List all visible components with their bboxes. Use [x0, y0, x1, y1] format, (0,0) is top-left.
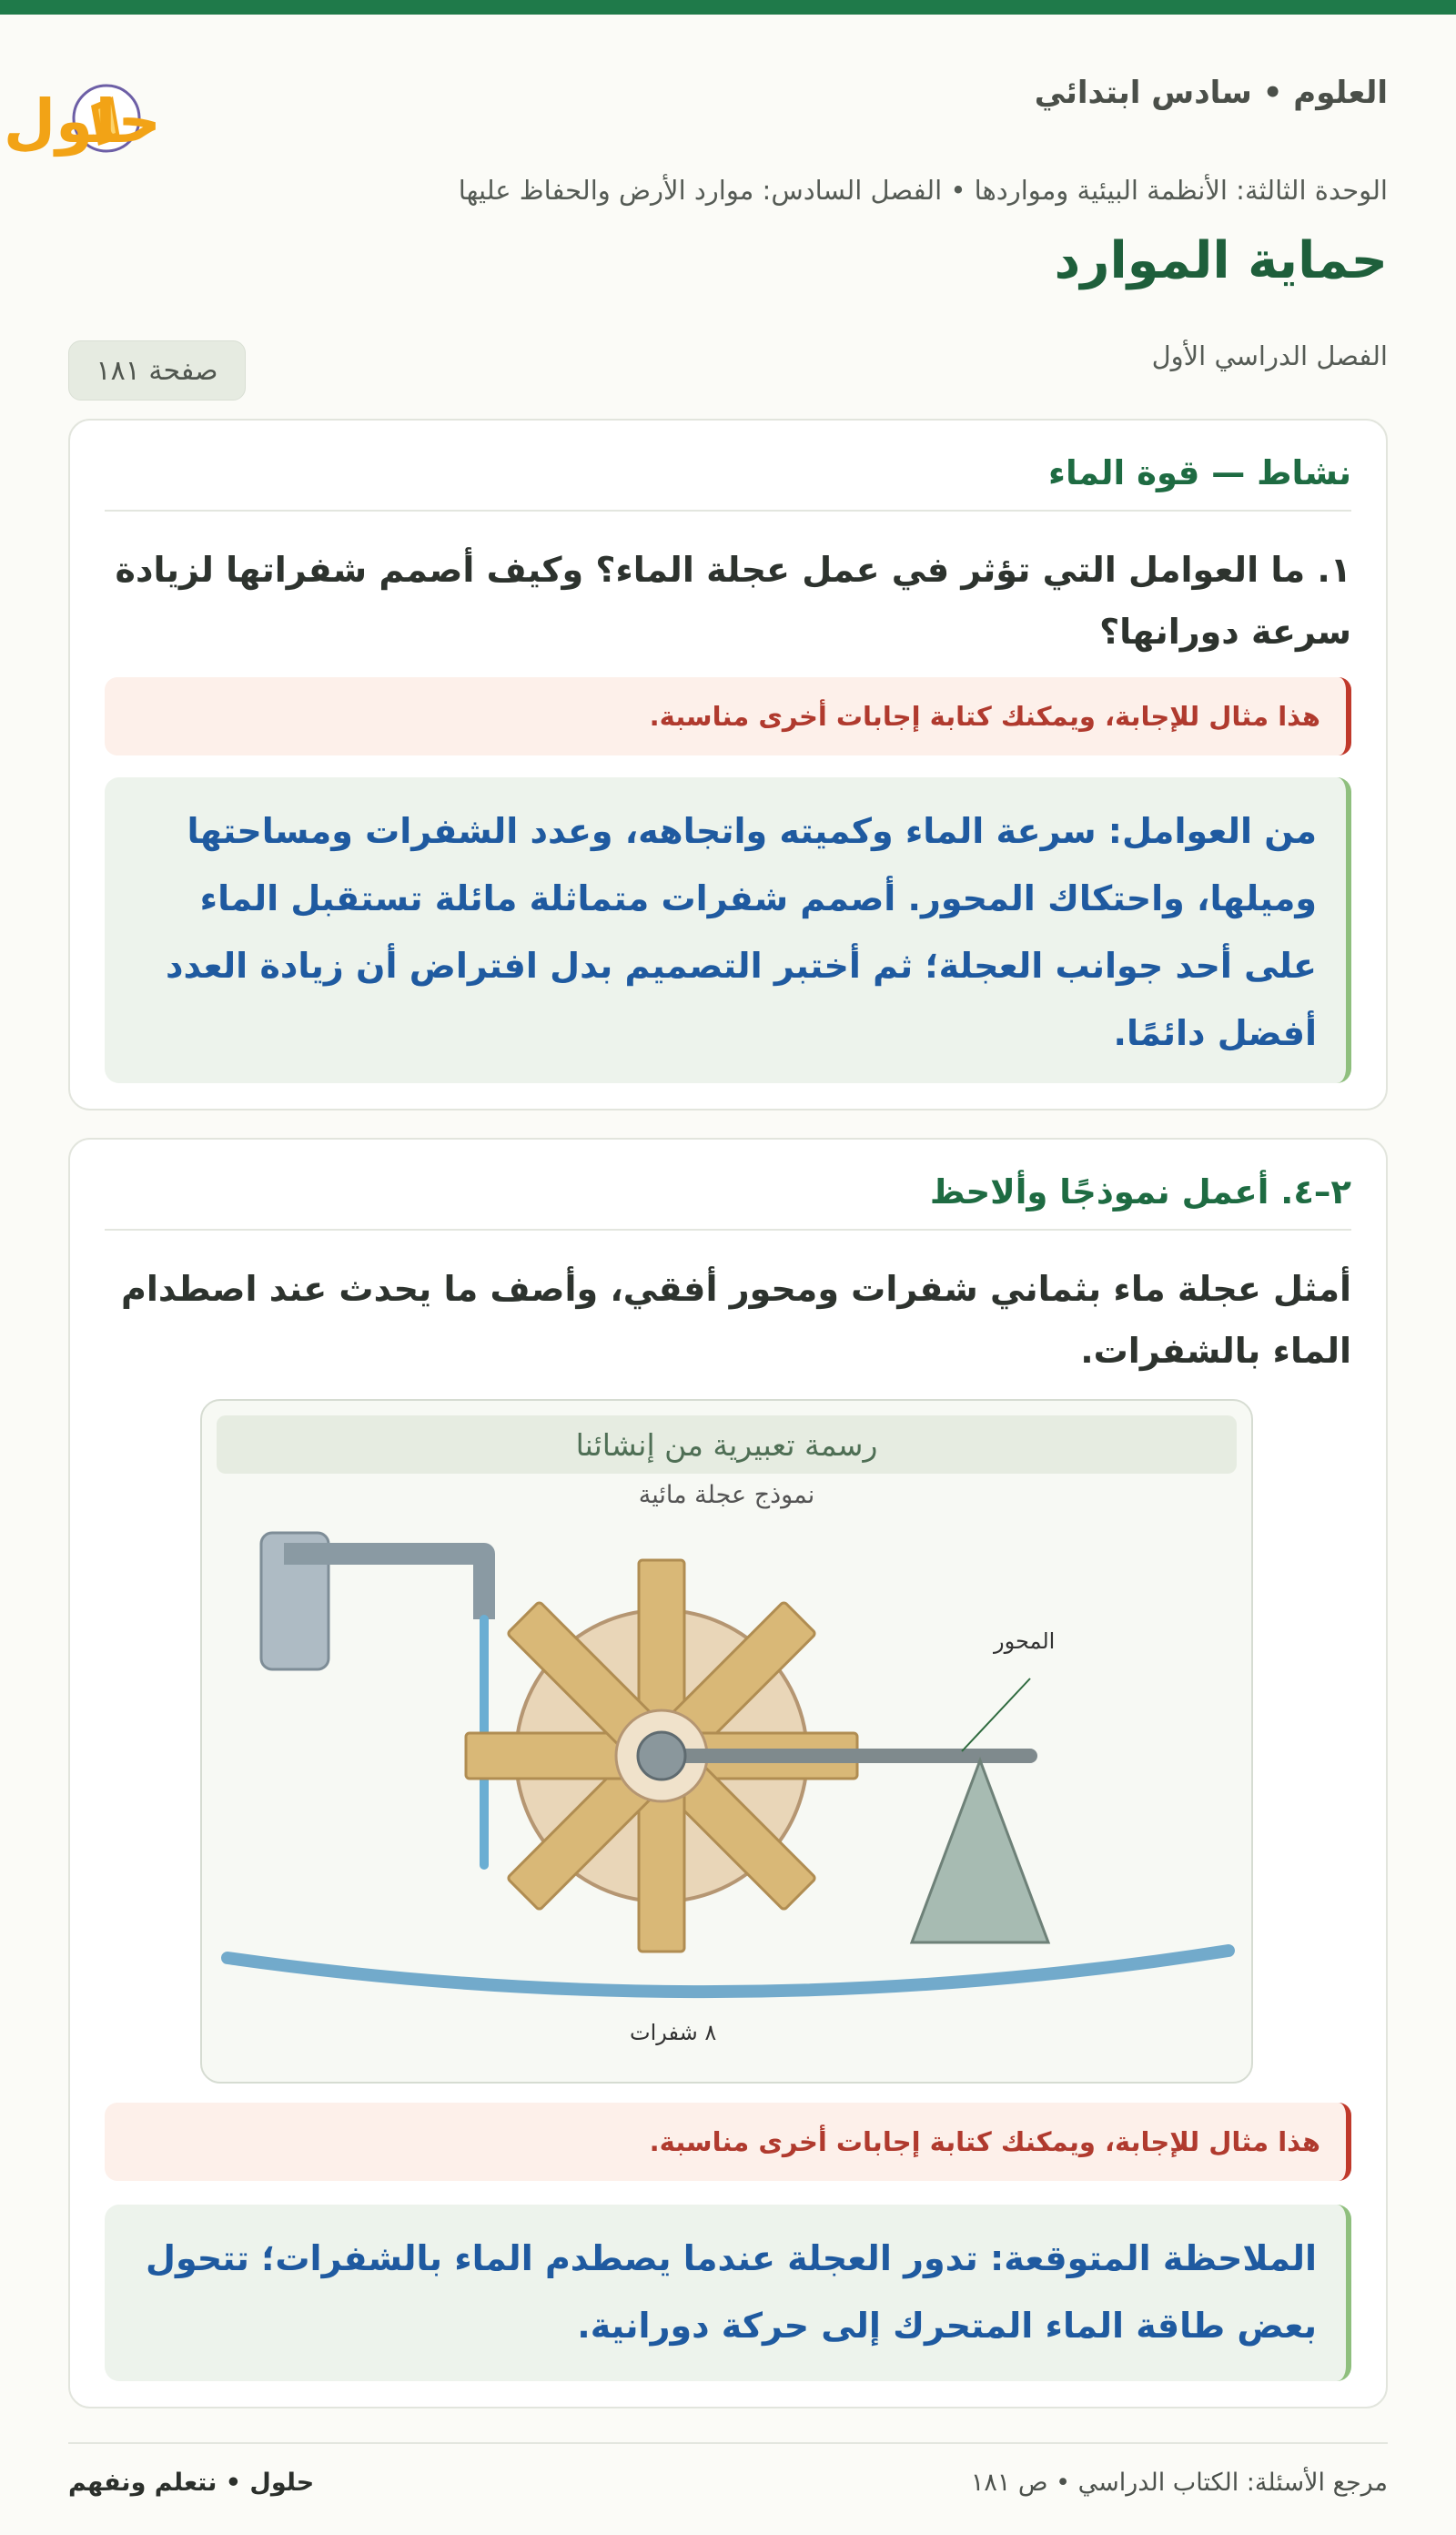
divider — [105, 510, 1351, 512]
hulul-logo[interactable] — [3, 62, 311, 175]
question-text: ١. ما العوامل التي تؤثر في عمل عجلة الماء؟ وكيف أصمم شفراتها لزيادة سرعة دورانها؟ — [115, 550, 1351, 652]
page-header — [0, 15, 1456, 387]
water-wheel-figure — [200, 1399, 1253, 2084]
axle-label: المحور — [994, 1628, 1056, 1654]
logo-wordmark: حلول — [3, 86, 161, 157]
activity-card-model — [68, 1138, 1388, 2408]
activity-title: نشاط — قوة الماء — [1048, 453, 1351, 492]
footer-divider — [68, 2442, 1388, 2444]
blades-label: ٨ شفرات — [630, 2020, 717, 2045]
footer-brand: حلول • نتعلم ونفهم — [68, 2469, 315, 2497]
activity-title: ٢–٤. أعمل نموذجًا وألاحظ — [929, 1172, 1351, 1212]
footer-reference: مرجع الأسئلة: الكتاب الدراسي • ص ١٨١ — [970, 2469, 1388, 2497]
term-label: الفصل الدراسي الأول — [1151, 340, 1388, 371]
page-title: حماية الموارد — [1054, 231, 1388, 290]
top-accent-bar — [0, 0, 1456, 15]
answer-box: من العوامل: سرعة الماء وكميته واتجاهه، وعدد الشفرات ومساحتها وميلها، واحتكاك المحور. أصمم شفرات متماثلة مائلة تستقبل الماء على أحد جوانب العجلة؛ ثم أختبر التصميم بدل افتراض أن زيادة العدد أفضل دائمًا. — [105, 777, 1351, 1083]
page-number-badge: صفحة ١٨١ — [68, 340, 246, 401]
figure-title: نموذج عجلة مائية — [638, 1481, 815, 1509]
answer-disclaimer: هذا مثال للإجابة، ويمكنك كتابة إجابات أخرى مناسبة. — [105, 677, 1351, 755]
answer-disclaimer: هذا مثال للإجابة، ويمكنك كتابة إجابات أخرى مناسبة. — [105, 2103, 1351, 2181]
activity-card-water-power — [68, 419, 1388, 1110]
question-text: أمثل عجلة ماء بثماني شفرات ومحور أفقي، وأصف ما يحدث عند اصطدام الماء بالشفرات. — [120, 1269, 1351, 1371]
figure-banner: رسمة تعبيرية من إنشائنا — [217, 1415, 1237, 1474]
divider — [105, 1229, 1351, 1231]
answer-box: الملاحظة المتوقعة: تدور العجلة عندما يصطدم الماء بالشفرات؛ تتحول بعض طاقة الماء المتحرك إلى حركة دورانية. — [105, 2205, 1351, 2381]
breadcrumb: الوحدة الثالثة: الأنظمة البيئية ومواردها • الفصل السادس: موارد الأرض والحفاظ عليها — [458, 175, 1388, 206]
subject-label: العلوم • سادس ابتدائي — [1034, 75, 1388, 111]
